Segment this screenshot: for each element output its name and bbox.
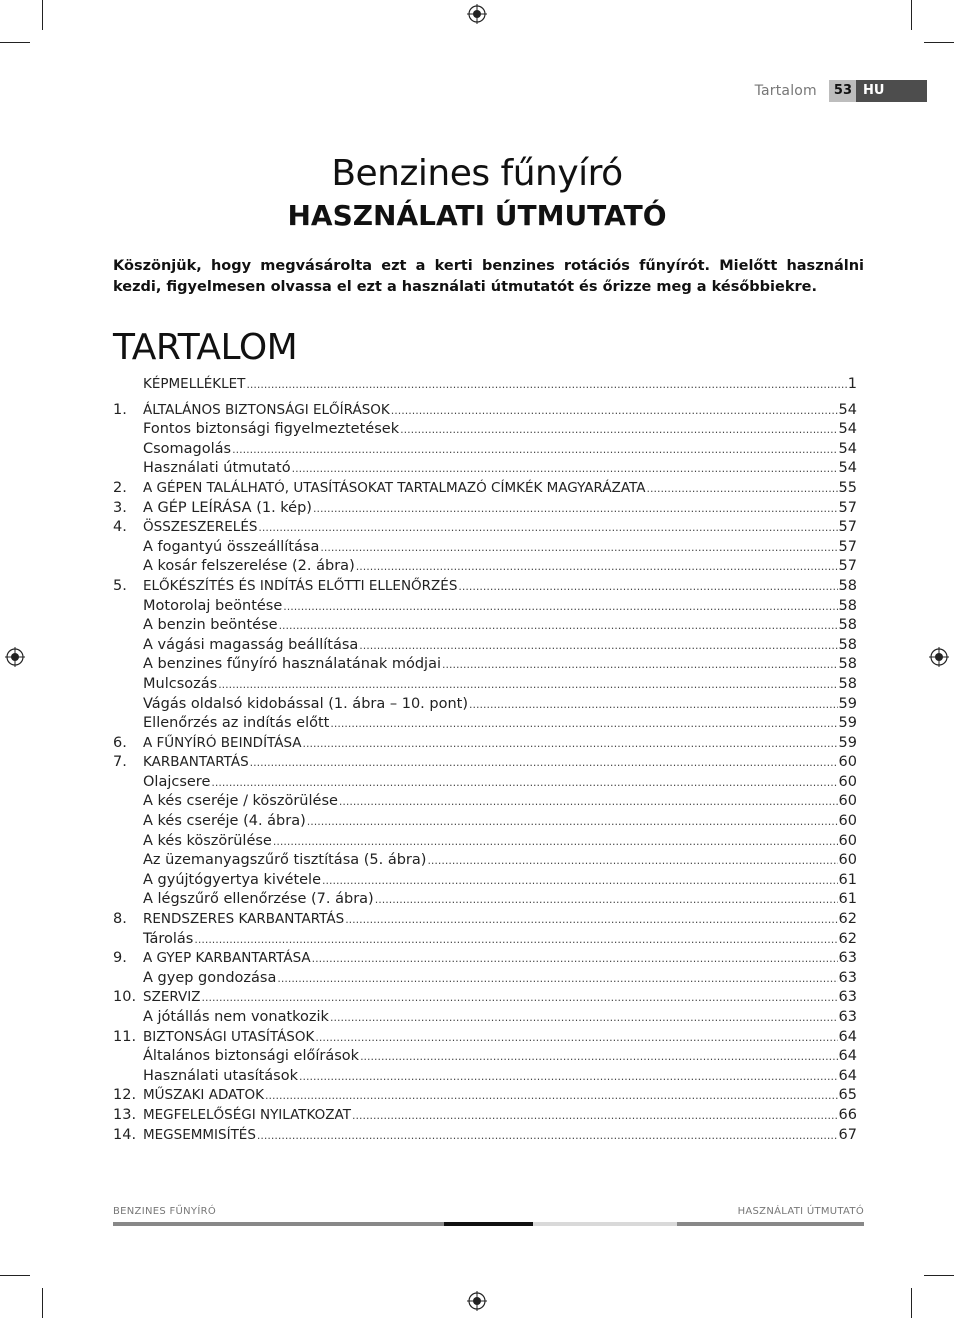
registration-mark-icon	[467, 4, 487, 24]
toc-entry-label: Csomagolás	[143, 440, 232, 457]
toc-entry-label: A gyep gondozása	[143, 969, 277, 986]
toc-entry-page: 65	[838, 1087, 857, 1104]
toc-entry-page: 57	[838, 499, 857, 516]
toc-entry-page: 54	[838, 440, 857, 457]
toc-entry-page: 62	[838, 911, 857, 928]
toc-entry[interactable]	[113, 676, 857, 696]
toc-entry-number: 11.	[113, 1028, 137, 1045]
toc-entry-label: A FŰNYÍRÓ BEINDÍTÁSA	[143, 734, 302, 751]
toc-dot-leader	[250, 756, 838, 769]
toc-entry-number: 7.	[113, 754, 127, 771]
toc-entry-label: MŰSZAKI ADATOK	[143, 1087, 265, 1104]
toc-dot-leader	[313, 502, 838, 515]
toc-dot-leader	[246, 378, 846, 391]
toc-entry[interactable]	[113, 911, 857, 931]
toc-entry-page: 57	[838, 558, 857, 575]
toc-dot-leader	[279, 619, 838, 632]
toc-entry-label: Vágás oldalsó kidobással (1. ábra – 10. pont)	[143, 695, 468, 712]
toc-entry[interactable]	[113, 970, 857, 990]
toc-entry-page: 54	[838, 421, 857, 438]
toc-entry[interactable]	[113, 441, 857, 461]
toc-entry-page: 60	[838, 754, 857, 771]
toc-entry-page: 64	[838, 1028, 857, 1045]
toc-entry-label: Használati utasítások	[143, 1067, 299, 1084]
toc-entry-label: Ellenőrzés az indítás előtt	[143, 715, 330, 732]
toc-entry[interactable]	[113, 813, 857, 833]
toc-entry[interactable]	[113, 460, 857, 480]
toc-entry-label: BIZTONSÁGI UTASÍTÁSOK	[143, 1028, 315, 1045]
toc-entry[interactable]	[113, 480, 857, 500]
toc-entry[interactable]	[113, 578, 857, 598]
toc-entry-number: 14.	[113, 1126, 137, 1143]
document-subtitle: HASZNÁLATI ÚTMUTATÓ	[287, 199, 667, 232]
toc-entry[interactable]	[113, 715, 857, 735]
toc-entry-label: A gyújtógyertya kivétele	[143, 871, 322, 888]
toc-entry-page: 58	[838, 636, 857, 653]
toc-entry-page: 64	[838, 1067, 857, 1084]
toc-entry-page: 60	[838, 793, 857, 810]
toc-dot-leader	[315, 1031, 837, 1044]
toc-entry-label: ÁLTALÁNOS BIZTONSÁGI ELŐÍRÁSOK	[143, 401, 390, 418]
toc-entry-number: 13.	[113, 1106, 137, 1123]
toc-entry[interactable]	[113, 735, 857, 755]
toc-entry[interactable]	[113, 1127, 857, 1147]
toc-entry-page: 63	[838, 950, 857, 967]
toc-entry-page: 60	[838, 773, 857, 790]
toc-dot-leader	[646, 482, 837, 495]
toc-entry-number: 12.	[113, 1087, 137, 1104]
header-page-number: 53	[829, 80, 856, 102]
toc-entry[interactable]	[113, 950, 857, 970]
toc-entry[interactable]	[113, 696, 857, 716]
toc-entry[interactable]	[113, 891, 857, 911]
toc-dot-leader	[352, 1109, 838, 1122]
toc-entry[interactable]	[113, 637, 857, 657]
toc-entry[interactable]	[113, 852, 857, 872]
crop-mark	[911, 1288, 912, 1318]
crop-mark	[0, 1275, 30, 1276]
toc-dot-leader	[194, 933, 837, 946]
toc-entry-label: ELŐKÉSZÍTÉS ÉS INDÍTÁS ELŐTTI ELLENŐRZÉS	[143, 577, 458, 594]
toc-entry-label: Az üzemanyagszűrő tisztítása (5. ábra)	[143, 852, 427, 869]
toc-dot-leader	[469, 698, 838, 711]
intro-paragraph: Köszönjük, hogy megvásárolta ezt a kerti benzines rotációs fűnyírót. Mielőtt használni kezdi, figyelmesen olvassa el ezt a használati útmutatót és őrizze meg a későbbiekre.	[113, 258, 864, 295]
toc-entry-label: Fontos biztonsági figyelmeztetések	[143, 421, 400, 438]
table-of-contents	[113, 376, 857, 1146]
toc-entry-page: 60	[838, 813, 857, 830]
toc-dot-leader	[391, 404, 838, 417]
registration-mark-icon	[467, 1291, 487, 1311]
toc-entry-number: 1.	[113, 401, 127, 418]
toc-entry-page: 66	[838, 1106, 857, 1123]
crop-mark	[42, 0, 43, 30]
toc-entry[interactable]	[113, 833, 857, 853]
toc-entry[interactable]	[113, 376, 857, 396]
toc-entry-page: 57	[838, 538, 857, 555]
toc-entry-label: SZERVIZ	[143, 989, 201, 1006]
toc-entry-number: 10.	[113, 989, 137, 1006]
toc-entry-page: 60	[838, 832, 857, 849]
toc-entry-page: 61	[838, 871, 857, 888]
footer-bar-segment	[533, 1222, 677, 1226]
toc-entry[interactable]	[113, 421, 857, 441]
toc-dot-leader	[277, 972, 837, 985]
document-title: Benzines fűnyíró	[331, 153, 623, 194]
toc-entry[interactable]	[113, 793, 857, 813]
toc-entry-page: 55	[838, 479, 857, 496]
toc-entry-page: 58	[838, 656, 857, 673]
toc-entry[interactable]	[113, 1009, 857, 1029]
toc-dot-leader	[273, 835, 838, 848]
toc-entry-page: 59	[838, 715, 857, 732]
toc-entry-label: A kés cseréje / köszörülése	[143, 793, 338, 810]
toc-entry-number: 3.	[113, 499, 127, 516]
toc-dot-leader	[312, 952, 838, 965]
toc-entry[interactable]	[113, 1029, 857, 1049]
toc-entry-page: 62	[838, 930, 857, 947]
toc-entry-page: 63	[838, 969, 857, 986]
toc-entry[interactable]	[113, 539, 857, 559]
toc-dot-leader	[339, 795, 838, 808]
toc-dot-leader	[375, 893, 838, 906]
toc-entry[interactable]	[113, 754, 857, 774]
toc-dot-leader	[320, 541, 837, 554]
page-header	[755, 80, 927, 102]
toc-dot-leader	[359, 639, 837, 652]
toc-entry-label: Általános biztonsági előírások	[143, 1048, 360, 1065]
toc-entry-number: 9.	[113, 950, 127, 967]
toc-dot-leader	[265, 1089, 838, 1102]
toc-entry[interactable]	[113, 558, 857, 578]
toc-entry-label: A kés cseréje (4. ábra)	[143, 813, 306, 830]
toc-dot-leader	[307, 815, 838, 828]
toc-entry-label: A légszűrő ellenőrzése (7. ábra)	[143, 891, 374, 908]
toc-entry[interactable]	[113, 617, 857, 637]
toc-dot-leader	[283, 600, 837, 613]
toc-entry-label: A GYEP KARBANTARTÁSA	[143, 950, 311, 967]
toc-dot-leader	[400, 423, 837, 436]
registration-mark-icon	[5, 647, 25, 667]
toc-dot-leader	[442, 658, 838, 671]
toc-entry-page: 58	[838, 597, 857, 614]
toc-entry-label: A benzin beöntése	[143, 617, 278, 634]
toc-entry-page: 63	[838, 1009, 857, 1025]
toc-entry[interactable]	[113, 931, 857, 951]
toc-dot-leader	[322, 874, 838, 887]
toc-entry-page: 67	[838, 1126, 857, 1143]
toc-entry-label: A jótállás nem vonatkozik	[143, 1009, 329, 1025]
toc-entry[interactable]	[113, 1048, 857, 1068]
toc-dot-leader	[427, 854, 837, 867]
toc-entry[interactable]	[113, 402, 857, 422]
footer-bar-segment	[677, 1222, 864, 1226]
toc-entry-label: A GÉP LEÍRÁSA (1. kép)	[143, 499, 312, 516]
toc-entry[interactable]	[113, 656, 857, 676]
crop-mark	[924, 42, 954, 43]
toc-heading: TARTALOM	[113, 327, 298, 368]
toc-entry-page: 60	[838, 852, 857, 869]
crop-mark	[924, 1275, 954, 1276]
toc-dot-leader	[458, 580, 837, 593]
toc-entry-page: 54	[838, 460, 857, 477]
toc-dot-leader	[330, 1011, 838, 1024]
toc-entry[interactable]	[113, 1087, 857, 1107]
toc-entry-page: 59	[838, 695, 857, 712]
toc-entry-label: ÖSSZESZERELÉS	[143, 519, 258, 536]
toc-entry-number: 6.	[113, 734, 127, 751]
toc-dot-leader	[360, 1050, 837, 1063]
toc-entry[interactable]	[113, 519, 857, 539]
toc-entry-page: 1	[847, 376, 857, 392]
toc-dot-leader	[303, 737, 838, 750]
toc-entry[interactable]	[113, 1068, 857, 1088]
toc-entry-number: 5.	[113, 577, 127, 594]
toc-entry-page: 58	[838, 577, 857, 594]
toc-entry[interactable]	[113, 1107, 857, 1127]
toc-entry[interactable]	[113, 598, 857, 618]
toc-entry[interactable]	[113, 989, 857, 1009]
toc-entry-label: RENDSZERES KARBANTARTÁS	[143, 911, 345, 928]
toc-dot-leader	[232, 443, 837, 456]
toc-dot-leader	[218, 678, 837, 691]
toc-dot-leader	[345, 913, 837, 926]
toc-entry[interactable]	[113, 872, 857, 892]
toc-entry-label: KÉPMELLÉKLET	[143, 376, 246, 392]
toc-entry-page: 58	[838, 617, 857, 634]
footer-bar-segment	[113, 1222, 444, 1226]
toc-entry-page: 63	[838, 989, 857, 1006]
footer-bar-segment	[444, 1222, 533, 1226]
toc-entry-page: 59	[838, 734, 857, 751]
toc-entry-label: Használati útmutató	[143, 460, 291, 477]
toc-entry-page: 54	[838, 401, 857, 418]
toc-entry-number: 2.	[113, 479, 127, 496]
toc-entry-page: 61	[838, 891, 857, 908]
toc-entry-label: A GÉPEN TALÁLHATÓ, UTASÍTÁSOKAT TARTALMAZÓ CÍMKÉK MAGYARÁZATA	[143, 479, 646, 496]
toc-entry-label: A kosár felszerelése (2. ábra)	[143, 558, 355, 575]
toc-entry-label: MEGSEMMISÍTÉS	[143, 1126, 256, 1143]
toc-dot-leader	[356, 560, 838, 573]
crop-mark	[911, 0, 912, 30]
toc-entry-label: Olajcsere	[143, 773, 211, 790]
toc-dot-leader	[257, 1129, 838, 1142]
footer-left-text: BENZINES FŰNYÍRÓ	[113, 1206, 217, 1217]
toc-dot-leader	[299, 1070, 838, 1083]
toc-entry-label: A fogantyú összeállítása	[143, 538, 320, 555]
toc-entry-label: Tárolás	[143, 930, 194, 947]
toc-entry-number: 4.	[113, 519, 127, 536]
toc-entry-label: A kés köszörülése	[143, 832, 272, 849]
toc-entry-label: MEGFELELŐSÉGI NYILATKOZAT	[143, 1106, 351, 1123]
toc-entry-page: 57	[838, 519, 857, 536]
toc-dot-leader	[201, 991, 837, 1004]
toc-entry-label: Motorolaj beöntése	[143, 597, 283, 614]
toc-entry-label: Mulcsozás	[143, 675, 218, 692]
toc-entry-label: A vágási magasság beállítása	[143, 636, 359, 653]
toc-entry-page: 64	[838, 1048, 857, 1065]
header-language-badge: HU	[856, 80, 927, 102]
toc-dot-leader	[330, 717, 837, 730]
toc-entry-label: A benzines fűnyíró használatának módjai	[143, 656, 442, 673]
toc-entry-page: 58	[838, 675, 857, 692]
crop-mark	[0, 42, 30, 43]
toc-entry[interactable]	[113, 500, 857, 520]
header-section-title: Tartalom	[754, 83, 817, 99]
toc-entry-label: KARBANTARTÁS	[143, 754, 249, 771]
registration-mark-icon	[929, 647, 949, 667]
footer-right-text: HASZNÁLATI ÚTMUTATÓ	[737, 1206, 864, 1217]
crop-mark	[42, 1288, 43, 1318]
toc-dot-leader	[211, 776, 837, 789]
toc-entry-number: 8.	[113, 911, 127, 928]
toc-dot-leader	[258, 521, 837, 534]
toc-dot-leader	[292, 462, 838, 475]
toc-entry[interactable]	[113, 774, 857, 794]
